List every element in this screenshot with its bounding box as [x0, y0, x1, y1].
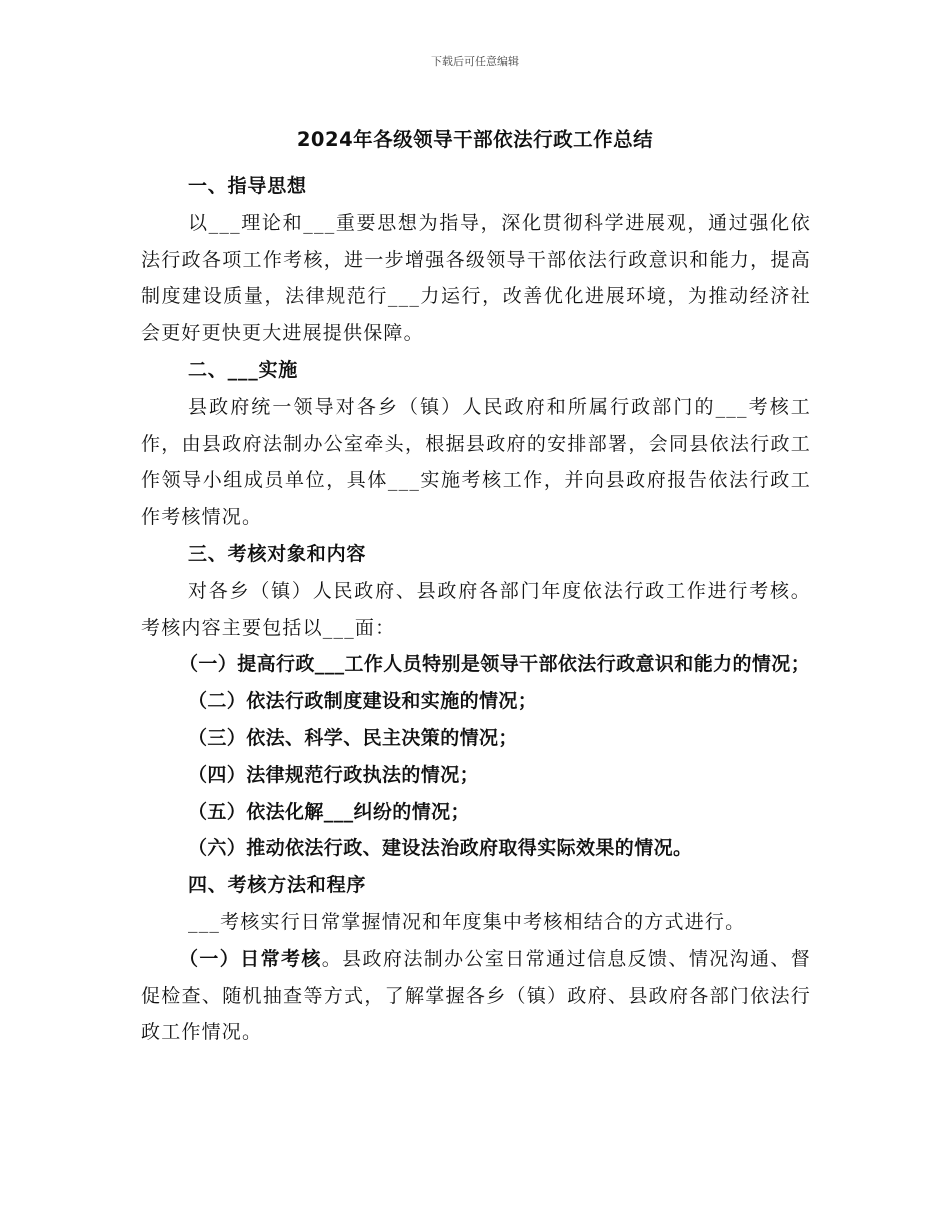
- section-4-paragraph: ___考核实行日常掌握情况和年度集中考核相结合的方式进行。: [188, 910, 746, 933]
- document-title: 2024年各级领导干部依法行政工作总结: [296, 128, 654, 151]
- section-2-paragraph: 县政府统一领导对各乡（镇）人民政府和所属行政部门的___考核工作，由县政府法制办公室牵头，根据县政府的安排部署，会同县依法行政工作领导小组成员单位，具体___实施考核工作，并向县政府报告依法行政工作考核情况。: [141, 395, 811, 529]
- section-2-heading: 二、___实施: [188, 358, 299, 381]
- section-3-heading: 三、考核对象和内容: [188, 542, 367, 565]
- section-3-item: （三）依法、科学、民主决策的情况；: [188, 726, 518, 749]
- section-1-heading: 一、指导思想: [188, 175, 307, 197]
- section-4-heading: 四、考核方法和程序: [188, 874, 367, 897]
- section-4-subsection-title: （一）日常考核: [179, 947, 322, 970]
- section-1-paragraph: 以___理论和___重要思想为指导，深化贯彻科学进展观，通过强化依法行政各项工作考核，进一步增强各级领导干部依法行政意识和能力，提高制度建设质量，法律规范行___力运行，改善优化进展环境，为推动经济社会更好更快更大进展提供保障。: [141, 211, 811, 345]
- section-4-subsection-text: 。县政府法制办公室日常通过信息反馈、情况沟通、督促检查、随机抽查等方式，了解掌握各乡（镇）政府、县政府各部门依法行政工作情况。: [141, 947, 811, 1044]
- section-4-subsection: [141, 941, 811, 1051]
- section-3-item: （六）推动依法行政、建设法治政府取得实际效果的情况。: [188, 837, 693, 860]
- section-3-paragraph: 对各乡（镇）人民政府、县政府各部门年度依法行政工作进行考核。考核内容主要包括以___面：: [141, 579, 811, 639]
- section-3-item: （五）依法化解___纠纷的情况；: [188, 800, 470, 823]
- document-body: [141, 168, 811, 1051]
- page-header-note: 下载后可任意编辑: [431, 55, 519, 68]
- section-3-item: （四）法律规范行政执法的情况；: [188, 763, 480, 786]
- section-3-item: （一）提高行政___工作人员特别是领导干部依法行政意识和能力的情况；: [179, 653, 811, 676]
- section-3-item: （二）依法行政制度建设和实施的情况；: [188, 690, 538, 713]
